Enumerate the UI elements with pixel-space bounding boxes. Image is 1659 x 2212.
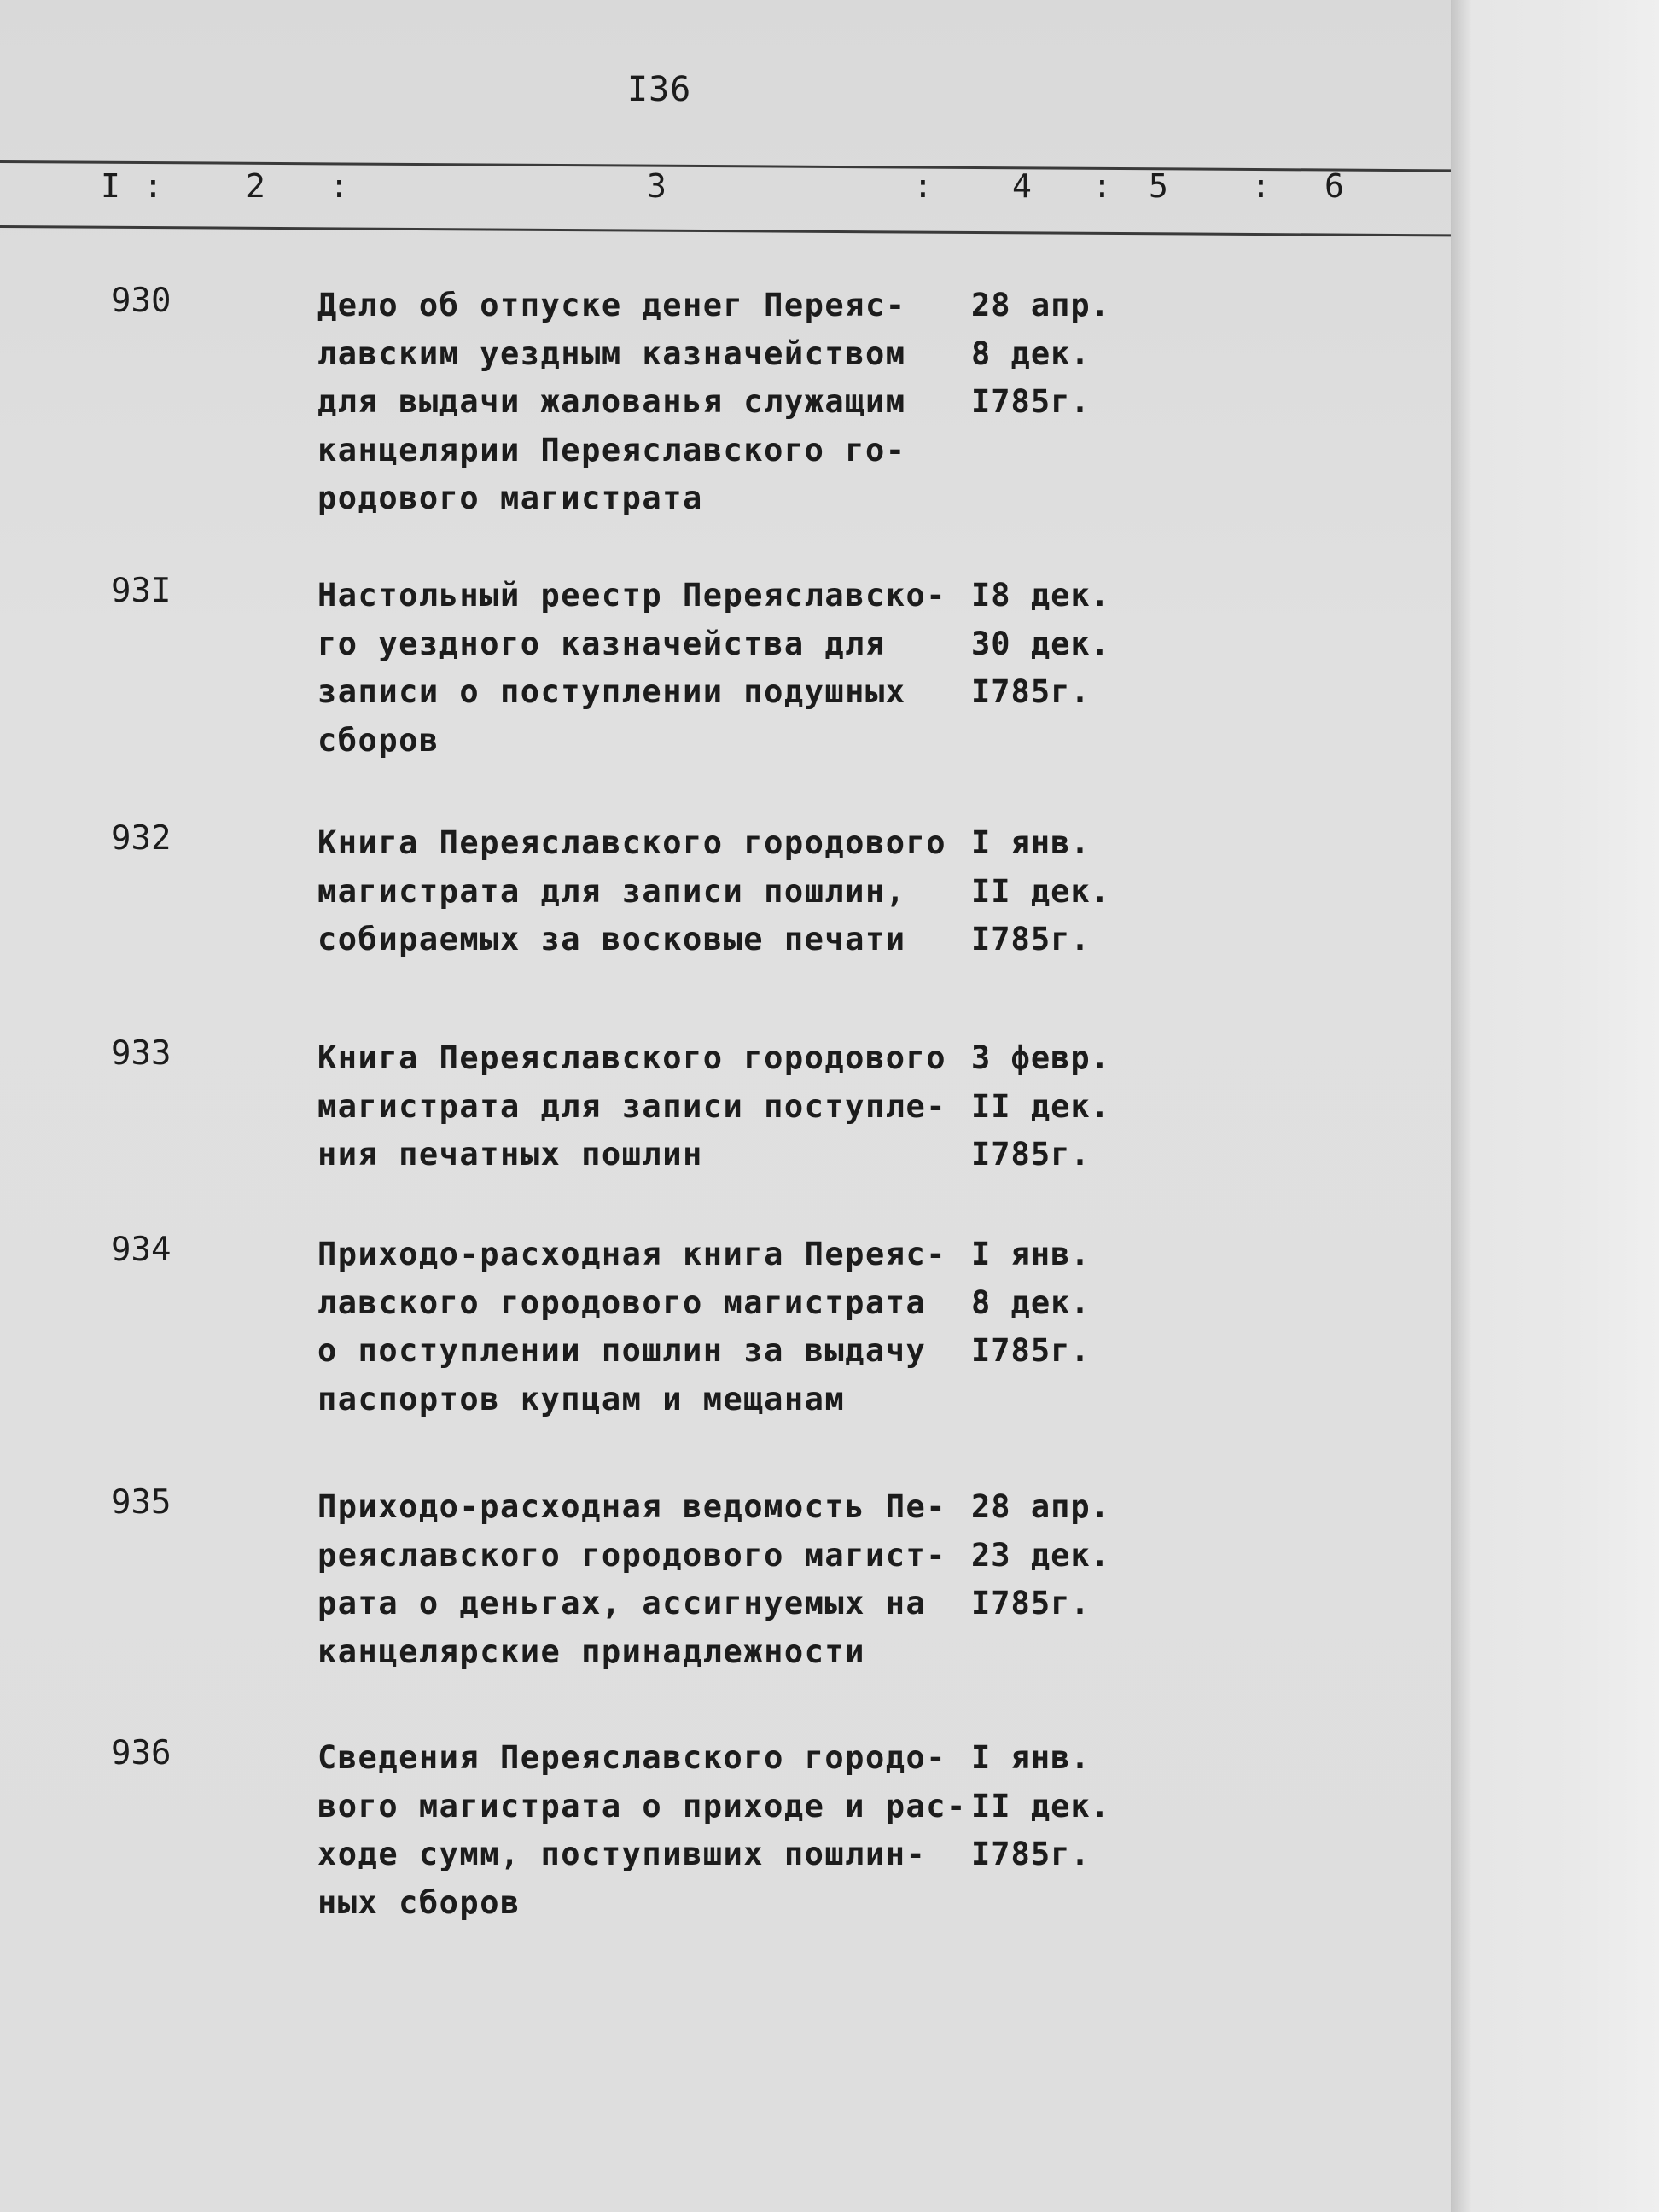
- entry-description: [317, 1734, 966, 1927]
- description-line: канцелярии Переяславского го-: [317, 431, 906, 469]
- entry-description: [317, 282, 966, 523]
- date-end: II дек.: [971, 1087, 1110, 1125]
- date-end: 8 дек.: [971, 1284, 1091, 1321]
- column-header-2: 2: [246, 167, 265, 205]
- entry-number: 932: [111, 819, 172, 858]
- entry-number: 933: [111, 1034, 172, 1073]
- date-end: 23 дек.: [971, 1536, 1110, 1574]
- column-header-row: [0, 167, 1451, 218]
- description-line: канцелярские принадлежности: [317, 1633, 865, 1670]
- description-line: магистрата для записи пошлин,: [317, 872, 906, 910]
- column-separator: :: [913, 167, 933, 205]
- column-header-4: 4: [1012, 167, 1032, 205]
- column-separator: :: [1092, 167, 1112, 205]
- date-year: I785г.: [971, 383, 1091, 420]
- entry-number: 930: [111, 282, 172, 320]
- entry-dates: [971, 1734, 1110, 1879]
- description-line: о поступлении пошлин за выдачу: [317, 1332, 927, 1369]
- entry-description: [317, 1483, 966, 1676]
- description-line: родового магистрата: [317, 480, 703, 516]
- date-start: 3 февр.: [971, 1039, 1110, 1076]
- date-start: 28 апр.: [971, 287, 1110, 323]
- date-end: II дек.: [971, 872, 1110, 910]
- description-line: Книга Переяславского городового: [317, 824, 947, 861]
- description-line: рата о деньгах, ассигнуемых на: [317, 1585, 927, 1621]
- column-separator: :: [1251, 167, 1271, 205]
- description-line: записи о поступлении подушных: [317, 673, 906, 710]
- description-line: Настольный реестр Переяславско-: [317, 577, 947, 614]
- description-line: ных сборов: [317, 1883, 521, 1921]
- column-header-3: 3: [647, 167, 667, 205]
- description-line: собираемых за восковые печати: [317, 921, 906, 958]
- description-line: Книга Переяславского городового: [317, 1039, 947, 1076]
- page-edge: [1451, 0, 1659, 2212]
- entry-description: [317, 1231, 966, 1423]
- column-separator: :: [143, 167, 163, 205]
- date-start: I янв.: [971, 1739, 1091, 1776]
- description-line: лавским уездным казначейством: [317, 335, 906, 372]
- entry-dates: [971, 1034, 1110, 1179]
- entry-dates: [971, 572, 1110, 717]
- description-line: паспортов купцам и мещанам: [317, 1380, 846, 1417]
- description-line: вого магистрата о приходе и рас-: [317, 1787, 967, 1825]
- entry-dates: [971, 1483, 1110, 1628]
- description-line: для выдачи жалованья служащим: [317, 383, 906, 420]
- date-end: 8 дек.: [971, 335, 1091, 372]
- column-header-5: 5: [1149, 167, 1168, 205]
- description-line: Приходо-расходная книга Переяс-: [317, 1236, 947, 1272]
- date-year: I785г.: [971, 1836, 1091, 1872]
- description-line: Приходо-расходная ведомость Пе-: [317, 1488, 947, 1525]
- description-line: ния печатных пошлин: [317, 1136, 703, 1173]
- entry-dates: [971, 282, 1110, 427]
- column-header-6: 6: [1324, 167, 1344, 205]
- description-line: сборов: [317, 721, 439, 759]
- date-year: I785г.: [971, 1332, 1091, 1369]
- entry-dates: [971, 1231, 1091, 1376]
- description-line: Дело об отпуске денег Переяс-: [317, 287, 906, 323]
- entry-number: 934: [111, 1231, 172, 1269]
- description-line: лавского городового магистрата: [317, 1284, 927, 1321]
- entry-dates: [971, 819, 1110, 964]
- entry-number: 936: [111, 1734, 172, 1773]
- date-end: II дек.: [971, 1787, 1110, 1825]
- description-line: магистрата для записи поступле-: [317, 1087, 947, 1125]
- date-year: I785г.: [971, 921, 1091, 958]
- date-end: 30 дек.: [971, 625, 1110, 662]
- column-separator: :: [329, 167, 349, 205]
- description-line: реяславского городового магист-: [317, 1536, 947, 1574]
- entry-number: 935: [111, 1483, 172, 1522]
- date-start: I8 дек.: [971, 577, 1110, 614]
- date-start: 28 апр.: [971, 1488, 1110, 1525]
- page-number: I36: [627, 70, 692, 109]
- entry-description: [317, 1034, 966, 1179]
- entry-description: [317, 572, 966, 765]
- date-year: I785г.: [971, 673, 1091, 710]
- entry-number: 93I: [111, 572, 172, 610]
- column-header-1: I: [101, 167, 120, 205]
- date-start: I янв.: [971, 1236, 1091, 1272]
- description-line: Сведения Переяславского городо-: [317, 1739, 947, 1776]
- description-line: ходе сумм, поступивших пошлин-: [317, 1836, 927, 1872]
- date-start: I янв.: [971, 824, 1091, 861]
- entry-description: [317, 819, 966, 964]
- description-line: го уездного казначейства для: [317, 625, 886, 662]
- date-year: I785г.: [971, 1136, 1091, 1173]
- date-year: I785г.: [971, 1585, 1091, 1621]
